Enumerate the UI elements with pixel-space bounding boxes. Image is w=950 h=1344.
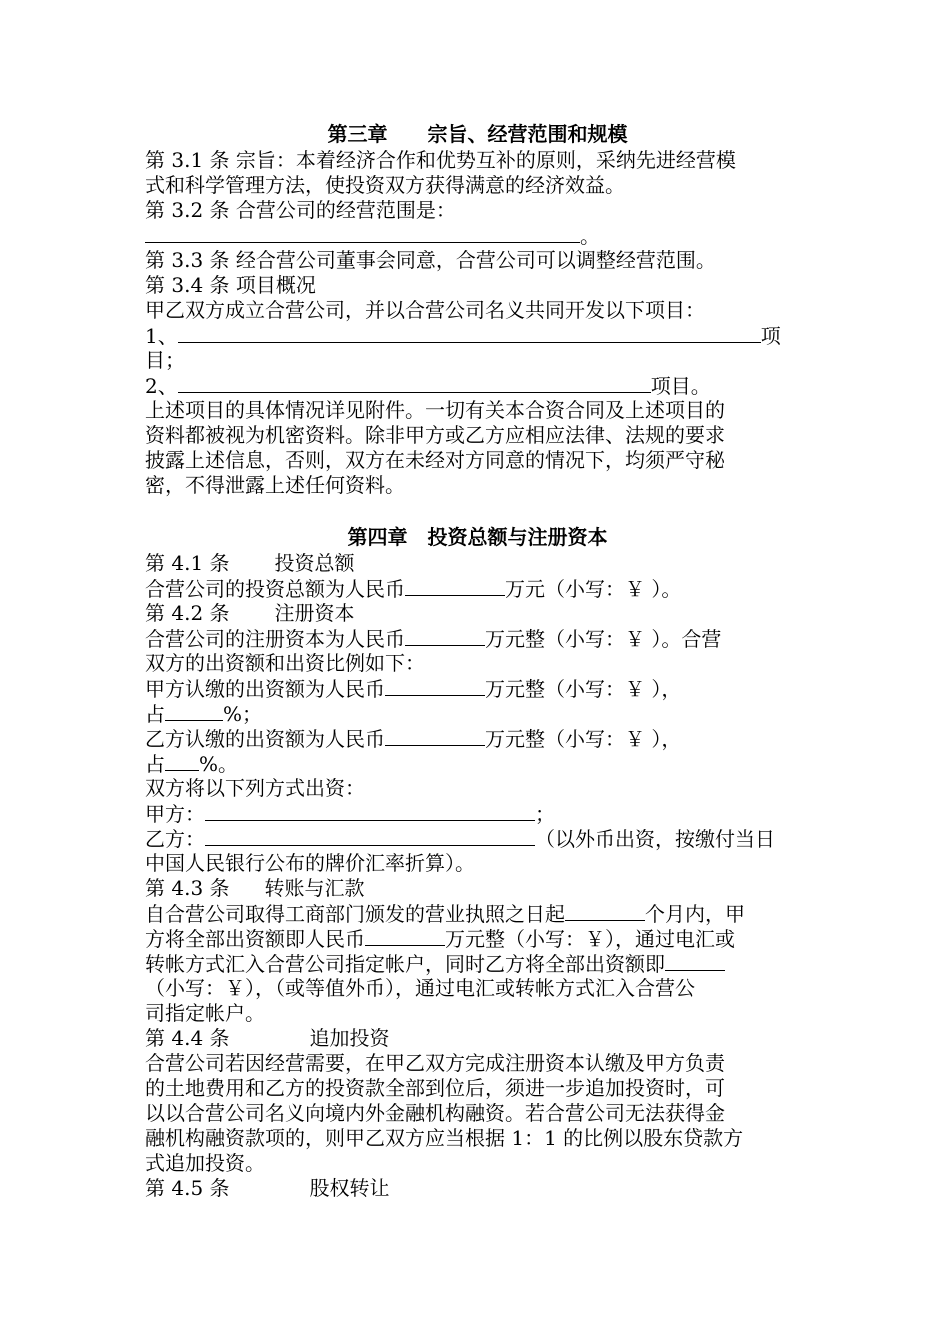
transfer-line-3: [145, 951, 810, 976]
additional-investment-line-3: 以以合营公司名义向境内外金融机构融资。若合营公司无法获得金: [145, 1101, 725, 1125]
chapter-4-title: [145, 523, 810, 551]
party-b-contribution-unit: 万元整（小写：￥ ），: [485, 727, 682, 751]
party-a-contribution-label: 甲方认缴的出资额为人民币: [145, 677, 385, 701]
business-scope-period: 。: [580, 224, 600, 248]
article-3-4-heading: 第 3.4 条 项目概况: [145, 273, 316, 297]
additional-investment-line-4: 融机构融资款项的，则甲乙双方应当根据 1：1 的比例以股东贷款方: [145, 1126, 744, 1150]
party-a-transfer-blank[interactable]: [365, 926, 445, 946]
transfer-line-5: 司指定帐户。: [145, 1001, 265, 1025]
party-a-contribution-unit: 万元整（小写：￥ ），: [485, 677, 682, 701]
project-2-blank[interactable]: [178, 373, 651, 393]
article-4-3-name: 转账与汇款: [264, 876, 365, 900]
business-scope-blank[interactable]: [145, 223, 580, 243]
article-4-1-name: 投资总额: [274, 551, 355, 575]
party-b-method-line: [145, 826, 810, 851]
article-4-2-number: 第 4.2 条: [145, 601, 230, 625]
project-2-number: 2、: [145, 374, 178, 398]
transfer-deadline-unit: 个月内，甲: [645, 902, 745, 926]
party-b-transfer-blank[interactable]: [665, 951, 725, 971]
party-b-method-note: （以外币出资，按缴付当日: [535, 827, 775, 851]
chapter-4-number: 第四章: [347, 525, 408, 549]
project-1-number: 1、: [145, 324, 178, 348]
registered-capital-unit: 万元整（小写：￥ ）。合营: [485, 627, 722, 651]
article-4-5-heading: [145, 1176, 810, 1201]
project-1-blank[interactable]: [178, 323, 761, 343]
project-intro: 甲乙双方成立合营公司，并以合营公司名义共同开发以下项目：: [145, 298, 705, 322]
party-a-ratio-unit: %；: [223, 702, 263, 726]
party-b-transfer-label: 转帐方式汇入合营公司指定帐户，同时乙方将全部出资额即: [145, 952, 665, 976]
article-4-1-number: 第 4.1 条: [145, 551, 230, 575]
registered-capital-blank[interactable]: [405, 626, 485, 646]
article-4-4-heading: [145, 1026, 810, 1051]
article-4-3-heading: [145, 876, 810, 901]
confidentiality-line-4: 密，不得泄露上述任何资料。: [145, 473, 405, 497]
party-b-ratio-label: 占: [145, 752, 165, 776]
party-b-method-label: 乙方：: [145, 827, 205, 851]
party-b-ratio-blank[interactable]: [165, 751, 199, 771]
additional-investment-line-5: 式追加投资。: [145, 1151, 265, 1175]
confidentiality-line-3: 披露上述信息，否则，双方在未经对方同意的情况下，均须严守秘: [145, 448, 725, 472]
party-a-method-line: [145, 801, 810, 826]
transfer-deadline-label: 自合营公司取得工商部门颁发的营业执照之日起: [145, 902, 565, 926]
contribution-intro: 双方的出资额和出资比例如下：: [145, 651, 425, 675]
article-3-2-heading: 第 3.2 条 合营公司的经营范围是：: [145, 198, 456, 222]
party-b-ratio-unit: %。: [199, 752, 239, 776]
total-investment-blank[interactable]: [405, 576, 505, 596]
party-a-ratio-blank[interactable]: [165, 701, 223, 721]
article-4-2-heading: [145, 601, 810, 626]
chapter-spacer: [145, 498, 810, 523]
additional-investment-line-1: 合营公司若因经营需要，在甲乙双方完成注册资本认缴及甲方负责: [145, 1051, 725, 1075]
party-b-method-blank[interactable]: [205, 826, 535, 846]
party-a-ratio-line: [145, 701, 810, 726]
transfer-line-4: （小写：￥），（或等值外币），通过电汇或转帐方式汇入合营公: [145, 976, 695, 1000]
chapter-4-name: 投资总额与注册资本: [427, 525, 608, 549]
total-investment-unit: 万元（小写：￥ ）。: [505, 577, 682, 601]
transfer-line-2: [145, 926, 810, 951]
transfer-line-1: [145, 901, 810, 926]
confidentiality-line-2: 资料都被视为机密资料。除非甲方或乙方应相应法律、法规的要求: [145, 423, 725, 447]
party-b-ratio-line: [145, 751, 810, 776]
chapter-3-title: [145, 120, 810, 148]
article-3-3: 第 3.3 条 经合营公司董事会同意，合营公司可以调整经营范围。: [145, 248, 716, 272]
project-2-line: [145, 373, 810, 398]
article-4-2-name: 注册资本: [274, 601, 355, 625]
party-a-transfer-unit: 万元整（小写：￥），通过电汇或: [445, 927, 735, 951]
project-1-continuation: 目；: [145, 348, 185, 372]
article-3-1-line-1: 第 3.1 条 宗旨：本着经济合作和优势互补的原则，采纳先进经营模: [145, 148, 736, 172]
article-4-4-number: 第 4.4 条: [145, 1026, 230, 1050]
transfer-months-blank[interactable]: [565, 901, 645, 921]
registered-capital-line: [145, 626, 810, 651]
additional-investment-line-2: 的土地费用和乙方的投资款全部到位后，须进一步追加投资时，可: [145, 1076, 725, 1100]
party-a-method-label: 甲方：: [145, 802, 205, 826]
party-a-transfer-label: 方将全部出资额即人民币: [145, 927, 365, 951]
contribution-method-intro: 双方将以下列方式出资：: [145, 776, 365, 800]
party-a-contribution-blank[interactable]: [385, 676, 485, 696]
party-a-method-blank[interactable]: [205, 801, 535, 821]
project-1-suffix: 项: [760, 324, 781, 348]
party-a-contribution-line: [145, 676, 810, 701]
business-scope-blank-line: [145, 223, 810, 248]
total-investment-line: [145, 576, 810, 601]
party-b-contribution-line: [145, 726, 810, 751]
project-2-suffix: 项目。: [650, 374, 711, 398]
party-b-contribution-label: 乙方认缴的出资额为人民币: [145, 727, 385, 751]
document-page: [145, 120, 810, 1201]
article-3-1-line-2: 式和科学管理方法，使投资双方获得满意的经济效益。: [145, 173, 625, 197]
article-4-3-number: 第 4.3 条: [145, 876, 230, 900]
chapter-3-number: 第三章: [327, 122, 388, 146]
party-b-contribution-blank[interactable]: [385, 726, 485, 746]
total-investment-label: 合营公司的投资总额为人民币: [145, 577, 405, 601]
project-1-line: [145, 323, 810, 348]
article-4-5-number: 第 4.5 条: [145, 1176, 230, 1200]
party-a-method-end: ；: [535, 802, 555, 826]
article-4-1-heading: [145, 551, 810, 576]
registered-capital-label: 合营公司的注册资本为人民币: [145, 627, 405, 651]
article-4-4-name: 追加投资: [309, 1026, 390, 1050]
confidentiality-line-1: 上述项目的具体情况详见附件。一切有关本合资合同及上述项目的: [145, 398, 725, 422]
chapter-3-name: 宗旨、经营范围和规模: [427, 122, 628, 146]
article-4-5-name: 股权转让: [309, 1176, 390, 1200]
exchange-rate-note: 中国人民银行公布的牌价汇率折算）。: [145, 851, 475, 875]
party-a-ratio-label: 占: [145, 702, 165, 726]
